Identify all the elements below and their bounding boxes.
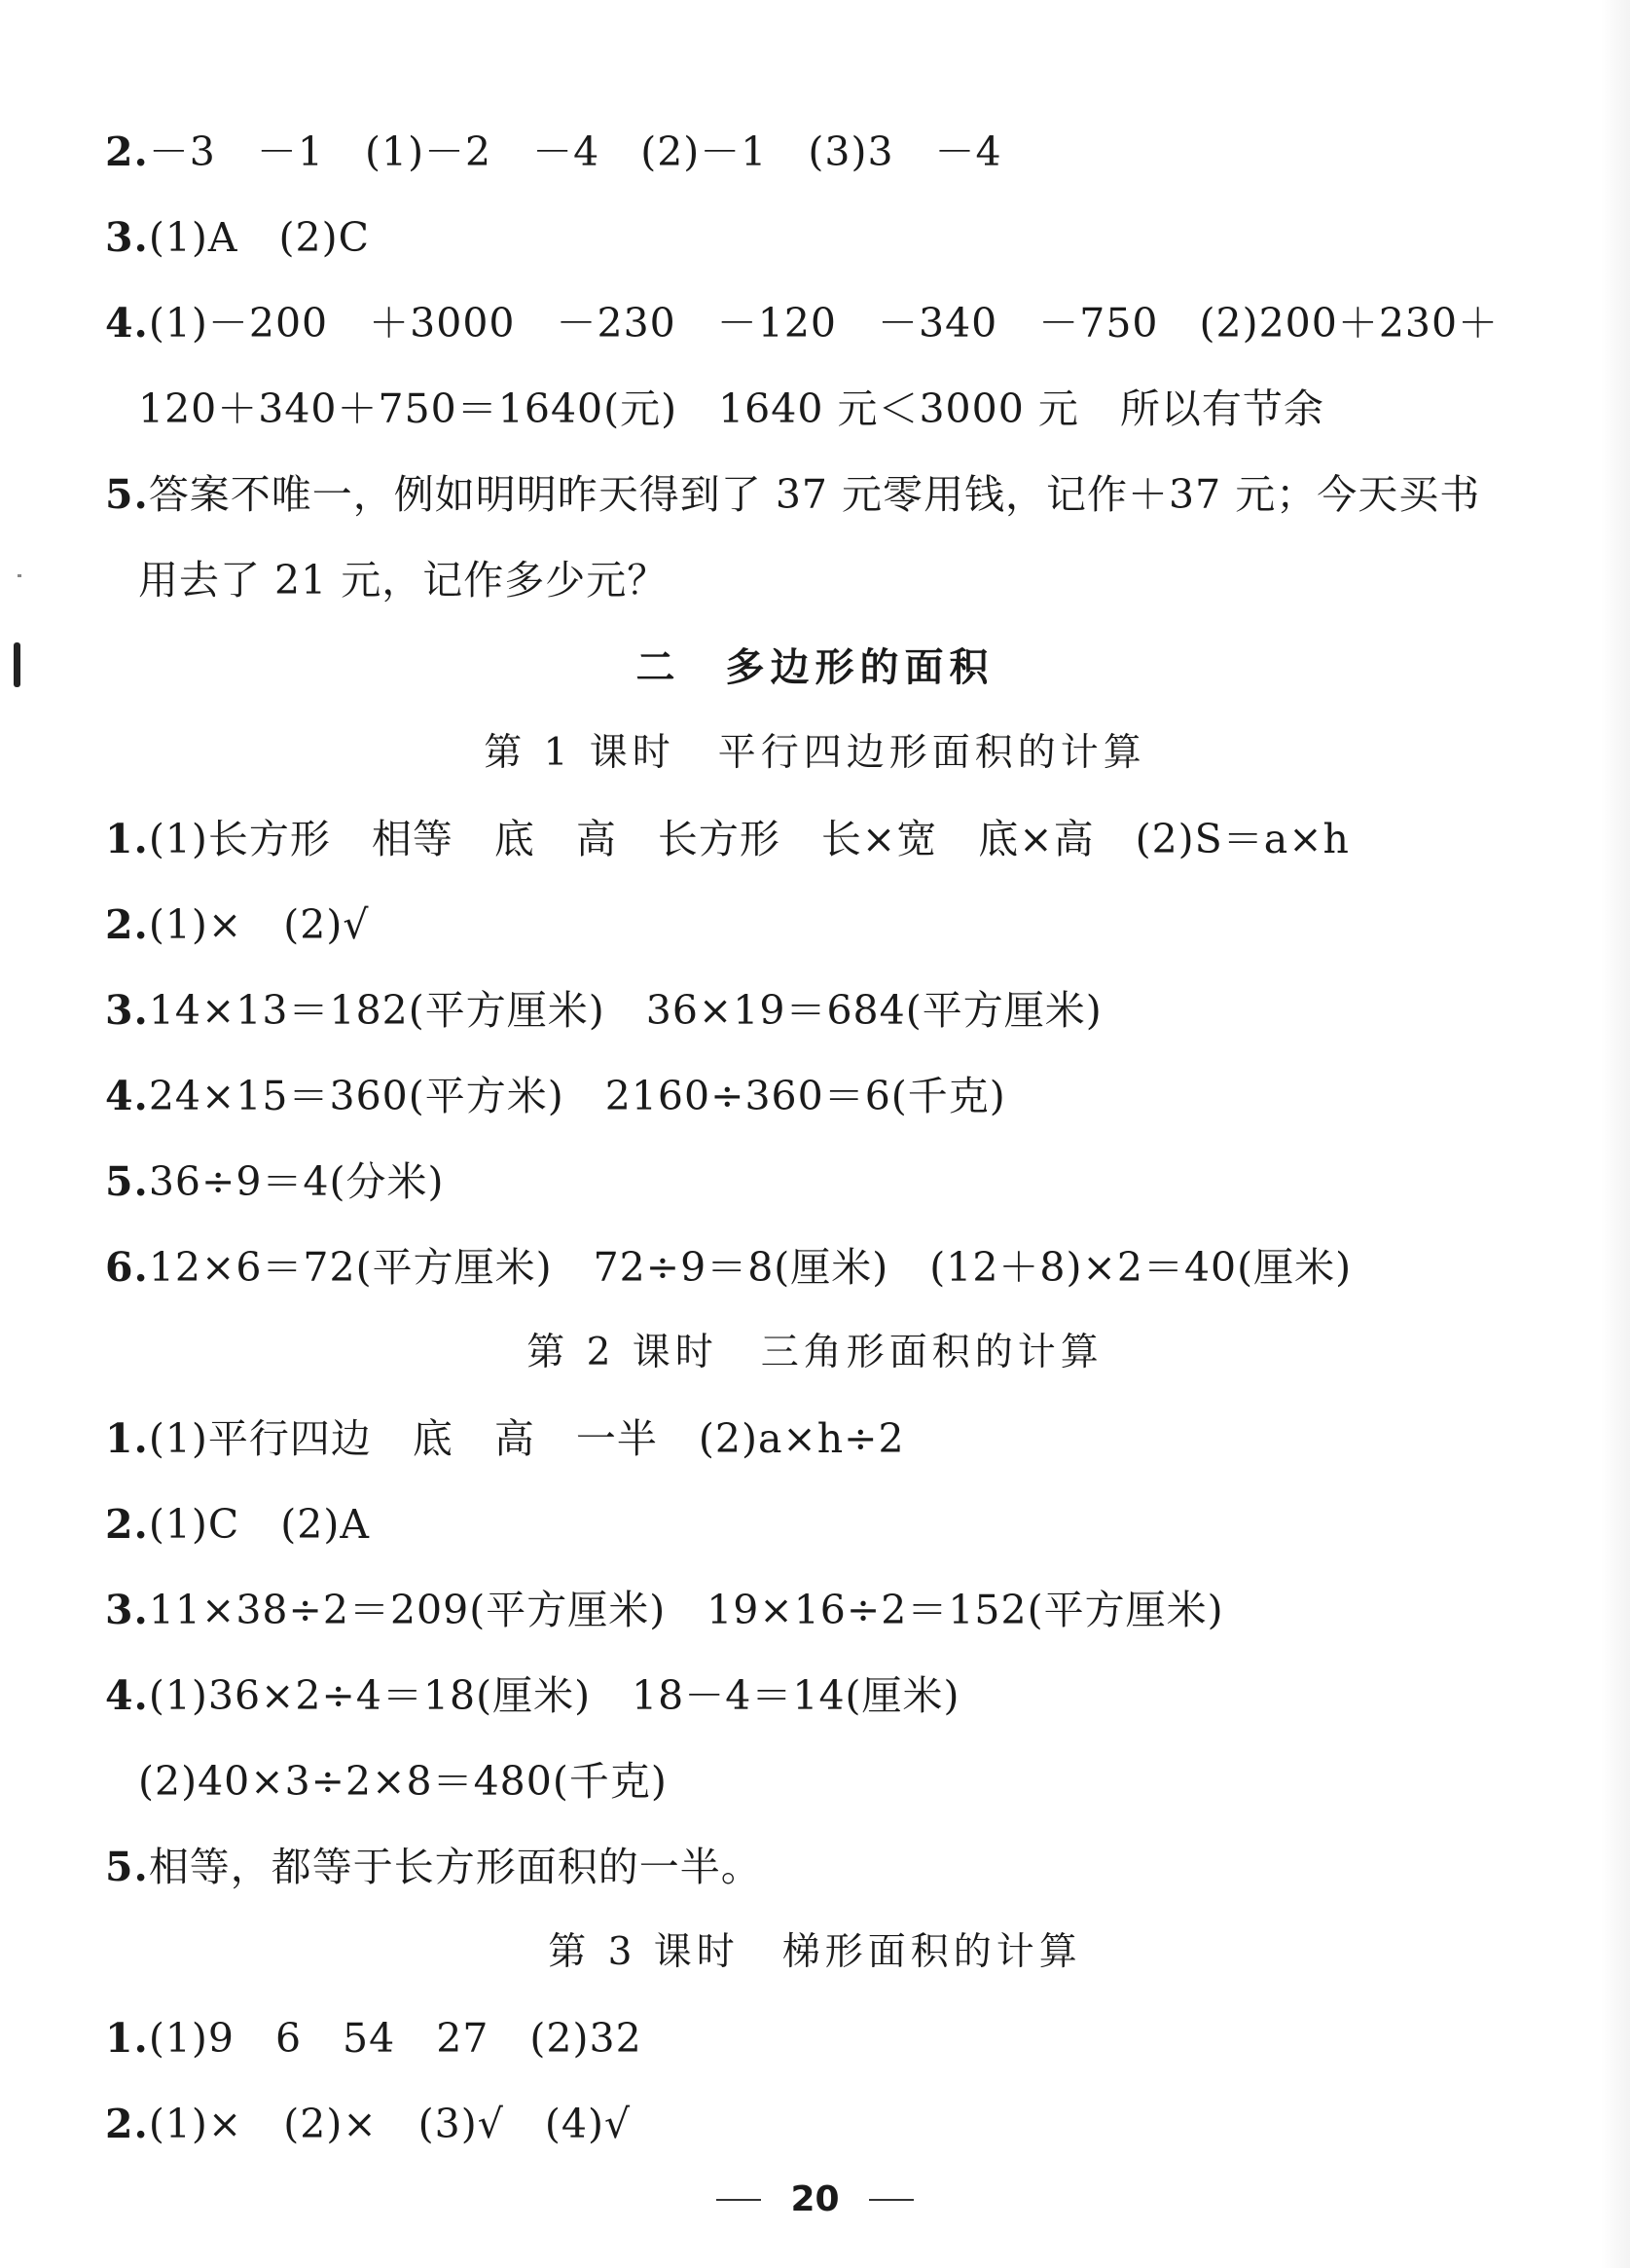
item-text: (1)A (2)C: [148, 214, 370, 261]
page-number: 20: [790, 2179, 840, 2219]
item-number: 3.: [105, 987, 149, 1034]
answer-line-5: [105, 469, 1480, 520]
lesson-2-answer-4: [105, 1670, 960, 1721]
item-number: 6.: [105, 1244, 149, 1291]
lesson-2-answer-4-cont: [138, 1756, 668, 1807]
lesson-2-answer-5: [105, 1842, 762, 1892]
item-number: 5.: [105, 1844, 149, 1890]
item-number: 1.: [105, 816, 149, 862]
item-text: (1)长方形 相等 底 高 长方形 长×宽 底×高 (2)S＝a×h: [148, 816, 1350, 862]
lesson-2-answer-3: [105, 1585, 1224, 1635]
item-text: (2)40×3÷2×8＝480(千克): [138, 1758, 668, 1805]
item-number: 2.: [105, 1501, 149, 1548]
answer-line-4-cont: [138, 384, 1324, 434]
scan-artifact-dot: [18, 574, 21, 577]
lesson-3-answer-1: [105, 2013, 642, 2064]
item-text: 11×38÷2＝209(平方厘米) 19×16÷2＝152(平方厘米): [148, 1587, 1224, 1633]
item-text: 相等，都等于长方形面积的一半。: [148, 1844, 762, 1890]
item-number: 3.: [105, 1587, 149, 1633]
left-dash: [716, 2199, 761, 2201]
item-text: (1)× (2)× (3)√ (4)√: [148, 2101, 632, 2147]
right-dash: [869, 2199, 914, 2201]
item-text: (1)C (2)A: [148, 1501, 370, 1548]
lesson-1-answer-5: [105, 1156, 445, 1207]
item-number: 3.: [105, 214, 149, 261]
item-text: (1)－200 ＋3000 －230 －120 －340 －750 (2)200＋230＋: [148, 300, 1500, 347]
lesson-1-answer-3: [105, 985, 1103, 1036]
item-text: 12×6＝72(平方厘米) 72÷9＝8(厘米) (12＋8)×2＝40(厘米): [148, 1244, 1353, 1291]
lesson-2-title: 第 2 课时 三角形面积的计算: [526, 1331, 1104, 1374]
item-text: 24×15＝360(平方米) 2160÷360＝6(千克): [148, 1073, 1006, 1119]
lesson-3-answer-2: [105, 2099, 631, 2149]
item-number: 2.: [105, 901, 149, 948]
chapter-title: 二 多边形的面积: [635, 644, 995, 690]
item-number: 5.: [105, 471, 149, 518]
lesson-2-answer-1: [105, 1413, 905, 1464]
answer-line-5-cont: [138, 555, 668, 605]
item-number: 1.: [105, 1415, 149, 1462]
scan-artifact-mark: [14, 642, 20, 687]
lesson-1-answer-4: [105, 1071, 1006, 1121]
item-text: 答案不唯一，例如明明昨天得到了 37 元零用钱，记作＋37 元；今天买书: [148, 471, 1481, 518]
item-number: 5.: [105, 1158, 149, 1205]
lesson-2-answer-2: [105, 1499, 370, 1550]
answer-line-3: [105, 212, 370, 263]
item-number: 2.: [105, 128, 149, 175]
item-text: (1)平行四边 底 高 一半 (2)a×h÷2: [148, 1415, 905, 1462]
item-number: 4.: [105, 1073, 149, 1119]
item-number: 4.: [105, 1672, 149, 1719]
item-text: (1)× (2)√: [148, 901, 370, 948]
item-text: －3 －1 (1)－2 －4 (2)－1 (3)3 －4: [148, 128, 1002, 175]
page-edge-shadow: [1601, 0, 1630, 2268]
answer-line-2: [105, 127, 1002, 177]
item-text: 120＋340＋750＝1640(元) 1640 元＜3000 元 所以有节余: [138, 385, 1324, 432]
item-number: 1.: [105, 2015, 149, 2062]
answer-line-4: [105, 298, 1499, 348]
item-text: 36÷9＝4(分米): [148, 1158, 445, 1205]
page-number-footer: [0, 2167, 1630, 2223]
item-number: 2.: [105, 2101, 149, 2147]
lesson-1-answer-1: [105, 814, 1350, 864]
item-text: (1)36×2÷4＝18(厘米) 18－4＝14(厘米): [148, 1672, 960, 1719]
item-number: 4.: [105, 300, 149, 347]
lesson-1-answer-2: [105, 899, 369, 950]
item-text: 用去了 21 元，记作多少元？: [138, 557, 669, 604]
lesson-3-title: 第 3 课时 梯形面积的计算: [548, 1930, 1082, 1974]
item-text: 14×13＝182(平方厘米) 36×19＝684(平方厘米): [148, 987, 1103, 1034]
lesson-1-title: 第 1 课时 平行四边形面积的计算: [484, 731, 1146, 775]
lesson-1-answer-6: [105, 1242, 1352, 1293]
item-text: (1)9 6 54 27 (2)32: [148, 2015, 642, 2062]
